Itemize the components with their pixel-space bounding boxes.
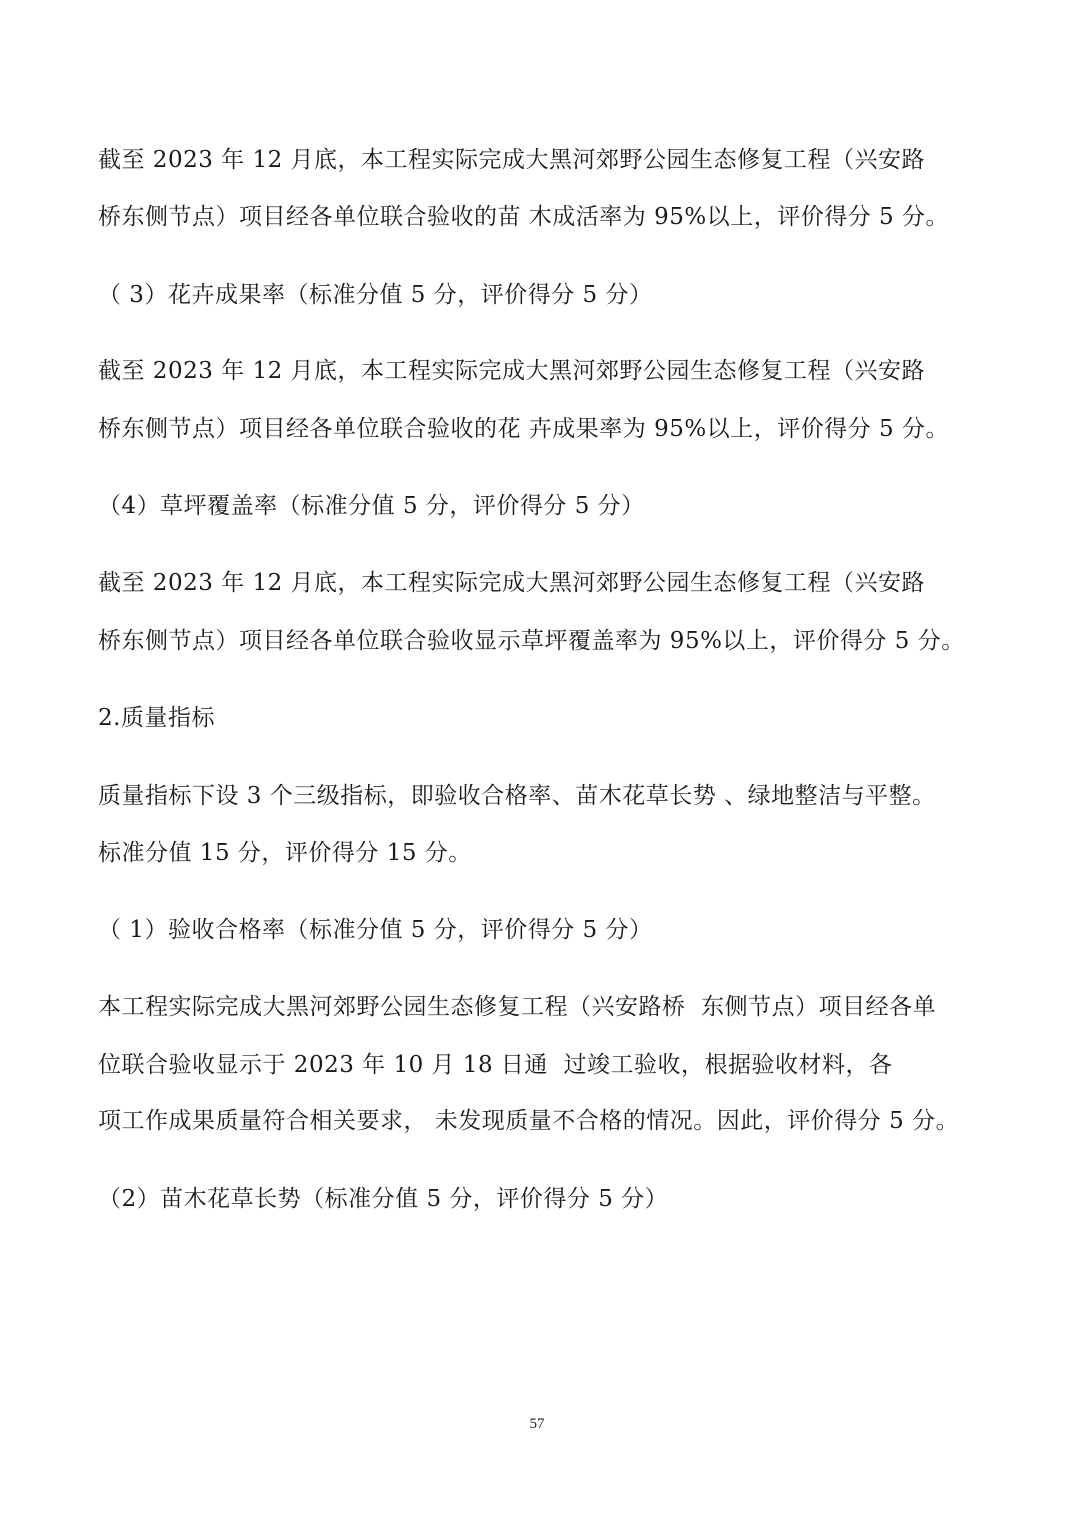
paragraph-line: 项工作成果质量符合相关要求， 未发现质量不合格的情况。因此，评价得分 5 分。 bbox=[98, 1108, 960, 1134]
paragraph-line: 位联合验收显示于 2023 年 10 月 18 日通 过竣工验收，根据验收材料，各 bbox=[98, 1052, 893, 1078]
section-heading: 2.质量指标 bbox=[98, 705, 215, 731]
section-heading: （4）草坪覆盖率（标准分值 5 分，评价得分 5 分） bbox=[98, 493, 645, 519]
paragraph-line: 桥东侧节点）项目经各单位联合验收的花 卉成果率为 95%以上，评价得分 5 分。 bbox=[98, 416, 949, 442]
page-number: 57 bbox=[529, 1416, 545, 1432]
paragraph-line: 标准分值 15 分，评价得分 15 分。 bbox=[98, 840, 472, 866]
paragraph-line: 截至 2023 年 12 月底，本工程实际完成大黑河郊野公园生态修复工程（兴安路 bbox=[98, 358, 926, 384]
section-heading: （ 3）花卉成果率（标准分值 5 分，评价得分 5 分） bbox=[98, 282, 653, 308]
paragraph-line: 桥东侧节点）项目经各单位联合验收的苗 木成活率为 95%以上，评价得分 5 分。 bbox=[98, 204, 949, 230]
paragraph-line: 桥东侧节点）项目经各单位联合验收显示草坪覆盖率为 95%以上，评价得分 5 分。 bbox=[98, 628, 965, 654]
paragraph-line: 截至 2023 年 12 月底，本工程实际完成大黑河郊野公园生态修复工程（兴安路 bbox=[98, 147, 926, 173]
section-heading: （ 1）验收合格率（标准分值 5 分，评价得分 5 分） bbox=[98, 917, 653, 943]
paragraph-line: 本工程实际完成大黑河郊野公园生态修复工程（兴安路桥 东侧节点）项目经各单 bbox=[98, 994, 937, 1020]
paragraph-line: 质量指标下设 3 个三级指标，即验收合格率、苗木花草长势 、绿地整洁与平整。 bbox=[98, 783, 936, 809]
paragraph-line: 截至 2023 年 12 月底，本工程实际完成大黑河郊野公园生态修复工程（兴安路 bbox=[98, 570, 926, 596]
section-heading: （2）苗木花草长势（标准分值 5 分，评价得分 5 分） bbox=[98, 1186, 669, 1212]
